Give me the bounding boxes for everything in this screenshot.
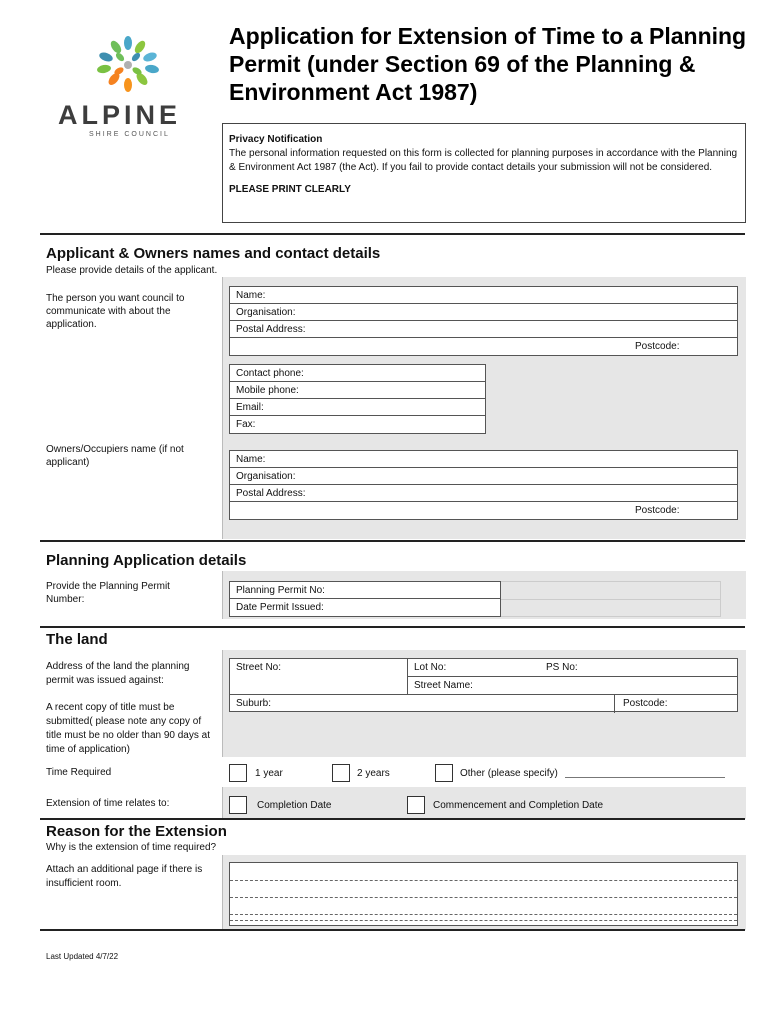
privacy-heading: Privacy Notification xyxy=(229,134,323,145)
land-postcode-field[interactable]: Postcode: xyxy=(623,698,668,709)
street-no-field[interactable]: Street No: xyxy=(230,659,408,695)
reason-section-heading: Reason for the Extension xyxy=(46,823,227,840)
time-required-label: Time Required xyxy=(46,767,112,778)
logo-subtitle: SHIRE COUNCIL xyxy=(89,131,170,138)
other-label: Other (please specify) xyxy=(460,768,558,779)
owner-postcode-field[interactable]: Postcode: xyxy=(635,505,680,516)
land-section-heading: The land xyxy=(46,631,108,648)
page-title: Application for Extension of Time to a Planning Permit (under Section 69 of the Planning & Environment Act 1987) xyxy=(229,23,747,105)
fax-field[interactable]: Fax: xyxy=(236,419,256,430)
applicant-postcode-field[interactable]: Postcode: xyxy=(635,341,680,352)
applicant-org-field[interactable]: Organisation: xyxy=(230,304,737,321)
person-label: The person you want council to communicate with about the application. xyxy=(46,293,185,330)
planning-label: Provide the Planning Permit Number: xyxy=(46,581,170,605)
applicant-contact-box xyxy=(229,364,486,434)
one-year-checkbox[interactable] xyxy=(229,764,247,782)
other-specify-line[interactable] xyxy=(565,777,725,778)
privacy-body: The personal information requested on this form is collected for planning purposes in accordance with the Planning & Environment Act 1987 (the Act). If you fail to provide contact details your submission will not be considered. xyxy=(229,148,738,173)
logo-wordmark: ALPINE xyxy=(58,100,182,130)
reason-subheading: Why is the extension of time required? xyxy=(46,842,217,853)
two-years-label: 2 years xyxy=(357,768,390,779)
land-address-label: Address of the land the planning permit was issued against: xyxy=(46,661,190,686)
section-divider xyxy=(40,233,745,235)
commencement-completion-label: Commencement and Completion Date xyxy=(433,800,604,811)
privacy-notification-box xyxy=(222,123,746,223)
reason-textarea[interactable] xyxy=(229,862,738,926)
one-year-label: 1 year xyxy=(255,768,283,779)
two-years-checkbox[interactable] xyxy=(332,764,350,782)
permit-number-field[interactable]: Planning Permit No: xyxy=(230,582,500,599)
lot-no-field[interactable]: Lot No: xyxy=(414,662,447,673)
last-updated: Last Updated 4/7/22 xyxy=(46,952,119,961)
commencement-completion-checkbox[interactable] xyxy=(407,796,425,814)
completion-date-checkbox[interactable] xyxy=(229,796,247,814)
owners-label: Owners/Occupiers name (if not applicant) xyxy=(46,444,184,468)
applicant-subheading: Please provide details of the applicant. xyxy=(46,265,218,276)
section-divider xyxy=(40,818,745,820)
section-divider xyxy=(40,626,745,628)
street-name-field[interactable]: Street Name: xyxy=(408,676,737,695)
email-field[interactable]: Email: xyxy=(230,399,485,416)
other-checkbox[interactable] xyxy=(435,764,453,782)
completion-date-label: Completion Date xyxy=(257,800,332,811)
print-clearly-note: PLEASE PRINT CLEARLY xyxy=(229,184,351,195)
applicant-name-field[interactable]: Name: xyxy=(230,287,737,304)
land-address-box xyxy=(229,658,738,712)
applicant-section-heading: Applicant & Owners names and contact details xyxy=(46,245,381,262)
applicant-address-box xyxy=(229,286,738,356)
owner-org-field[interactable]: Organisation: xyxy=(230,468,737,485)
section-divider xyxy=(40,929,745,931)
owner-name-field[interactable]: Name: xyxy=(230,451,737,468)
mobile-phone-field[interactable]: Mobile phone: xyxy=(230,382,485,399)
planning-value-cells[interactable] xyxy=(501,581,721,617)
permit-date-field[interactable]: Date Permit Issued: xyxy=(236,602,324,613)
planning-box xyxy=(229,581,501,617)
owner-postal-field[interactable]: Postal Address: xyxy=(230,485,737,502)
planning-section-heading: Planning Application details xyxy=(46,552,247,569)
suburb-field[interactable]: Suburb: xyxy=(230,695,615,713)
applicant-postal-field[interactable]: Postal Address: xyxy=(230,321,737,338)
ps-no-field[interactable]: PS No: xyxy=(546,662,578,673)
section-divider xyxy=(40,540,745,542)
contact-phone-field[interactable]: Contact phone: xyxy=(230,365,485,382)
owners-address-box xyxy=(229,450,738,520)
extension-relates-label: Extension of time relates to: xyxy=(46,798,170,809)
attach-page-label: Attach an additional page if there is insufficient room. xyxy=(46,864,203,889)
title-copy-label: A recent copy of title must be submitted( please note any copy of title must be no older than 90 days at time of application) xyxy=(46,702,210,755)
